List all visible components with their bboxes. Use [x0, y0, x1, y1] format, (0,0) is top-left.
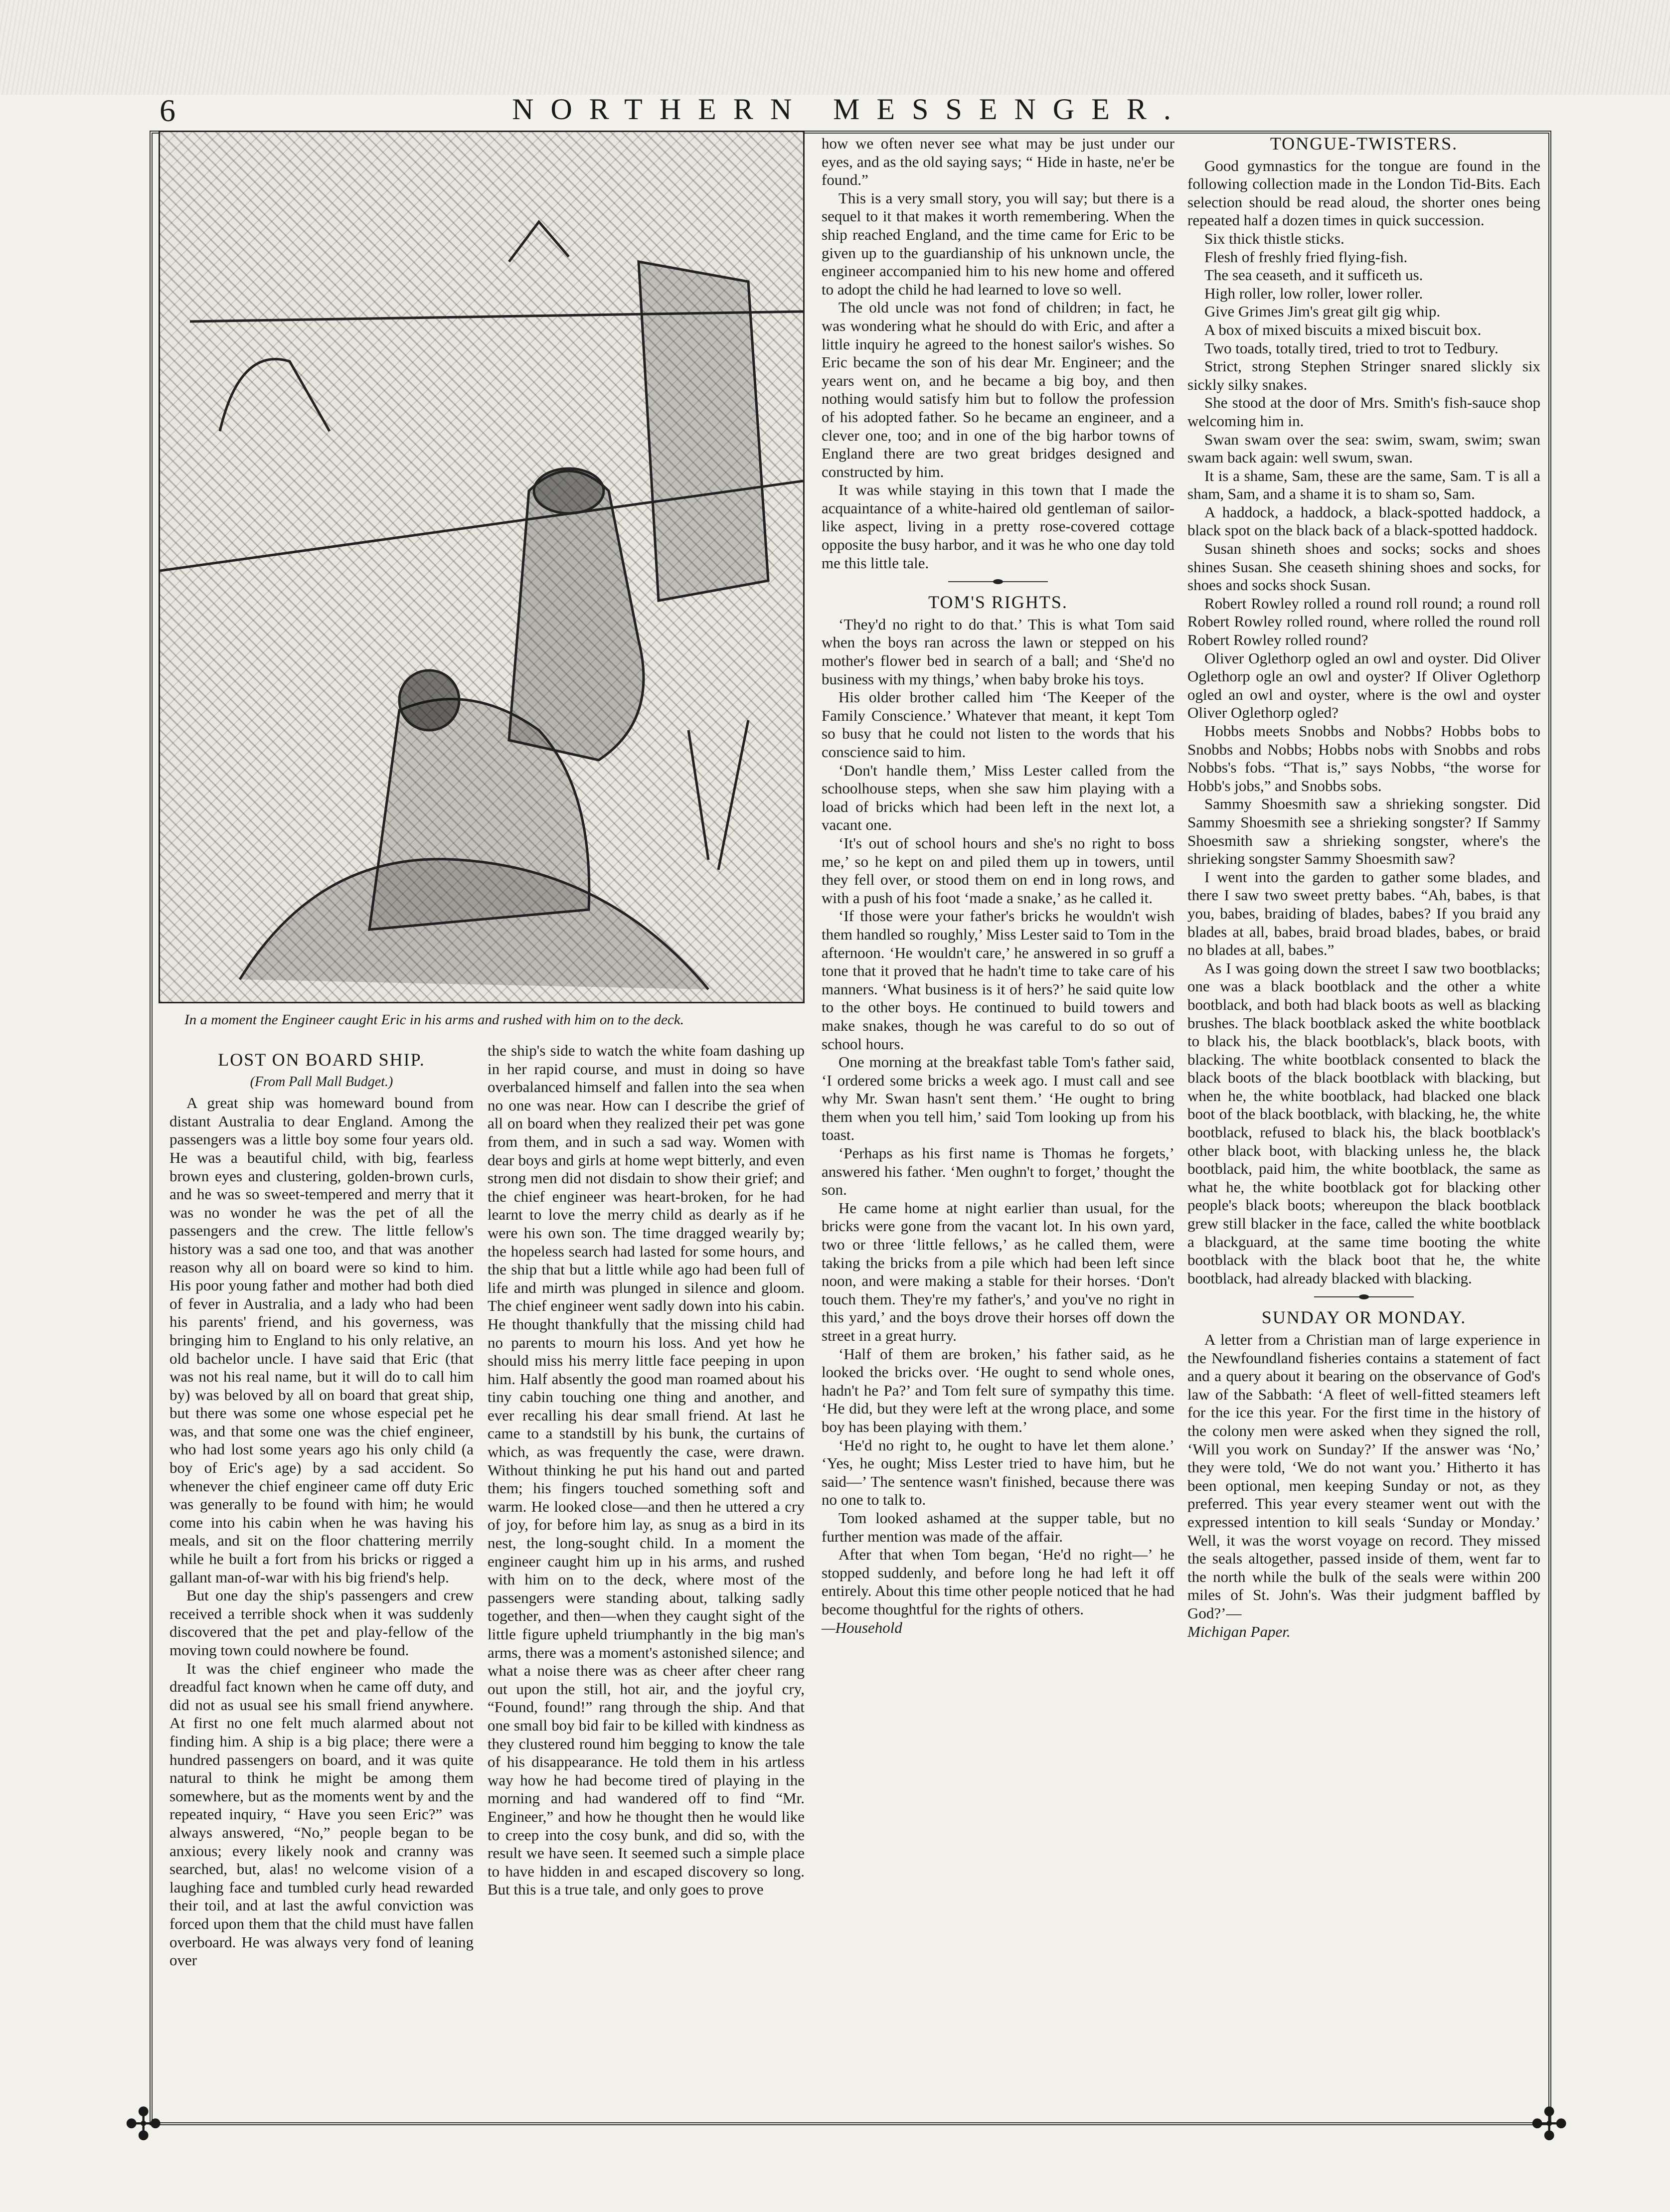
- paragraph: His older brother called him ‘The Keeper of the Family Conscience.’ Whatever that meant, it kept Tom so busy that he could not listen to the words that his conscience said to him.: [822, 688, 1174, 761]
- paragraph: But one day the ship's passengers and crew received a terrible shock when it was suddenly discovered that the pet and play-fellow of the moving town could nowhere be found.: [169, 1586, 474, 1659]
- article-title-toms-rights: TOM'S RIGHTS.: [928, 592, 1068, 613]
- article-title-sunday-or-monday: SUNDAY OR MONDAY.: [1261, 1307, 1467, 1328]
- tongue-twister: A box of mixed biscuits a mixed biscuit box.: [1204, 320, 1482, 338]
- tongue-twister: Oliver Oglethorp ogled an owl and oyster. Did Oliver Oglethorp ogle an owl and oyster? If Oliver Oglethorp ogled an owl and oyster, where is the owl and oyster Oliver Oglethorp ogled?: [1187, 649, 1540, 722]
- section-divider: [948, 579, 1048, 584]
- paragraph: He came home at night earlier than usual, for the bricks were gone from the vacant lot. In his own yard, two or three ‘little fellows,’ as he called them, were taking the bricks from a pile which had been left since noon, and were making a stable for their horses. ‘Don't touch them. They're my father's,’ and you've no right in this yard,’ and the boys drove their horses off down the street in a great hurry.: [822, 1199, 1174, 1344]
- engraving-sketch: [160, 132, 803, 1002]
- paragraph: A great ship was homeward bound from distant Australia to dear England. Among the passengers was a little boy some four years old. He was a beautiful child, with big, fearless brown eyes and clustering, golden-brown curls, and he was so sweet-tempered and merry that it was no wonder he was the pet of all the passengers and the crew. The little fellow's history was a sad one too, and that was another reason why all on board were so kind to him. His poor young father and mother had both died of fever in Australia, and a lady who had been his parents' friend, and his governess, was bringing him to England to his only relative, an old bachelor uncle. I have said that Eric (that was not his real name, but it will do to call him by) was beloved by all on board that great ship, but there was some one whose especial pet he was, and that some one was the chief engineer, who had lost some years ago his only child (a boy of Eric's age) by a sad accident. So whenever the chief engineer came off duty Eric was generally to be found with him; he would come into his cabin when he was having his meals, and sit on the floor chattering merrily while he built a fort from his bricks or rigged a gallant man-of-war with his big friend's help.: [169, 1094, 474, 1586]
- article-title-tongue-twisters: TONGUE-TWISTERS.: [1270, 134, 1458, 154]
- tongue-twister: Strict, strong Stephen Stringer snared slickly six sickly silky snakes.: [1187, 357, 1540, 393]
- engraving-illustration: [159, 131, 805, 1003]
- illustration-caption: In a moment the Engineer caught Eric in his arms and rushed with him on to the deck.: [184, 1012, 684, 1028]
- page-number: 6: [160, 93, 175, 128]
- paragraph: ‘Don't handle them,’ Miss Lester called from the schoolhouse steps, when she saw him playing with a load of bricks which had been left in the next lot, a vacant one.: [822, 761, 1174, 834]
- paragraph: ‘They'd no right to do that.’ This is what Tom said when the boys ran across the lawn or stepped on his mother's flower bed in search of a ball; and ‘She'd no business with my things,’ when baby broke his toys.: [822, 615, 1174, 688]
- paragraph: ‘He'd no right to, he ought to have let them alone.’ ‘Yes, he ought; Miss Lester tried to have him, but he said—’ The sentence wasn't finished, because there was no one to talk to.: [822, 1436, 1174, 1509]
- paragraph: the ship's side to watch the white foam dashing up in her rapid course, and must in doing so have overbalanced himself and fallen into the sea when no one was near. How can I describe the grief of all on board when they realized their pet was gone from them, and in such a sad way. Women with dear boys and girls at home wept bitterly, and even strong men did not disdain to show their grief; and the chief engineer was heart-broken, for he had learnt to love the merry child as dearly as if he were his own son. The time dragged wearily by; the hopeless search had lasted for some hours, and the ship that but a little while ago had been full of life and mirth was plunged in silence and gloom. The chief engineer went sadly down into his cabin. He thought thankfully that the missing child had no parents to mourn his loss. And yet how he should miss his merry little face peeping in upon him. Half absently the good man roamed about his tiny cabin touching one thing and another, and ever recalling his dear small friend. At last he came to a standstill by his bunk, the curtains of which, as was frequently the case, were drawn. Without thinking he put his hand out and parted them; his fingers touched something soft and warm. He looked close—and then he uttered a cry of joy, for before him lay, as snug as a bird in its nest, the long-sought child. In a moment the engineer caught him up in his arms, and rushed with him on to the deck, where most of the passengers were standing about, talking sadly together, and then—when they caught sight of the little figure upheld triumphantly in the big man's arms, there was a moment's astonished silence; and what a noise there was as cheer after cheer rang out upon the still, hot air, and the joyful cry, “Found, found!” rang through the ship. And that one small boy bid fair to be killed with kindness as they clustered round him begging to know the tale of his disappearance. He told them in his artless way how he had become tired of playing in the morning and had wandered off to find “Mr. Engineer,” and how he thought then he would like to creep into the cosy bunk, and did so, with the result we have seen. It seemed such a simple place to have hidden in and escaped discovery so long. But this is a true tale, and only goes to prove: [488, 1042, 805, 1898]
- column-3: [822, 135, 1174, 1637]
- tongue-twister: A haddock, a haddock, a black-spotted haddock, a black spot on the black back of a black-spotted haddock.: [1187, 503, 1540, 539]
- tongue-twister: Flesh of freshly fried flying-fish.: [1204, 248, 1408, 266]
- article-source: —Household: [822, 1618, 902, 1636]
- scan-noise-band: [0, 0, 1670, 95]
- tongue-twister: Swan swam over the sea: swim, swam, swim; swan swam back again: well swum, swan.: [1187, 430, 1540, 467]
- paragraph: It was the chief engineer who made the dreadful fact known when he came off duty, and did not as usual see his small friend anywhere. At first no one felt much alarmed about not finding him. A ship is a big place; there were a hundred passengers on board, and it was quite natural to think he might be among them somewhere, but as the moments went by and the repeated inquiry, “ Have you seen Eric?” was always answered, “No,” people began to be anxious; every likely nook and cranny was searched, but, alas! no welcome vision of a laughing face and tumbled curly head rewarded their toil, and at last the awful conviction was forced upon them that the child must have fallen overboard. He was always very fond of leaning over: [169, 1659, 474, 1969]
- paragraph: ‘Perhaps as his first name is Thomas he forgets,’ answered his father. ‘Men oughn't to forget,’ thought the son.: [822, 1144, 1174, 1199]
- paragraph: Tom looked ashamed at the supper table, but no further mention was made of the affair.: [822, 1509, 1174, 1545]
- corner-ornament-icon: ✣: [125, 2100, 163, 2150]
- section-divider: [1314, 1294, 1414, 1299]
- corner-ornament-icon: ✣: [1530, 2100, 1568, 2150]
- tongue-twister: I went into the garden to gather some blades, and there I saw two sweet pretty babes. “Ah, babes, is that you, babes, braiding of blades, babes? If you braid any blades at all, babes, braid broad blades, babes, or braid no blades at all, babes.”: [1187, 868, 1540, 959]
- column-1: [169, 1042, 474, 1970]
- tongue-twister: Susan shineth shoes and socks; socks and shoes shines Susan. She ceaseth shining shoes and socks, for shoes and socks shock Susan.: [1187, 540, 1540, 594]
- column-2: [488, 1042, 805, 1899]
- tongue-twister: Six thick thistle sticks.: [1204, 229, 1344, 247]
- paragraph: how we often never see what may be just under our eyes, and as the old saying says; “ Hide in haste, ne'er be found.”: [822, 135, 1174, 189]
- paragraph: It was while staying in this town that I made the acquaintance of a white-haired old gentleman of sailor-like aspect, living in a pretty rose-covered cottage opposite the busy harbor, and it was he who one day told me this little tale.: [822, 481, 1174, 572]
- tongue-twister: As I was going down the street I saw two bootblacks; one was a black bootblack and the other a white bootblack, and both had black boots as well as blacking brushes. The black bootblack asked the white bootblack to black his, the black bootblack's, black boots, with blacking. The white bootblack consented to black the black boots of the black bootblack with blacking, but when he, the white bootblack, had blacked one black boot of the black bootblack, with blacking, he, the white bootblack, refused to black his, the black bootblack's other black boot, with blacking unless he, the black bootblack, paid him, the white bootblack, the same as what he, the white bootblack got for blacking other people's black boots; whereupon the black bootblack grew still blacker in the face, called the white bootblack a blackguard, at the same time booting the white bootblack with the black boot that he, the white bootblack, had already blacked with blacking.: [1187, 959, 1540, 1287]
- page-header: [150, 92, 1550, 127]
- tongue-twister: It is a shame, Sam, these are the same, Sam. T is all a sham, Sam, and a shame it is to sham so, Sam.: [1187, 467, 1540, 503]
- tongue-twister: Robert Rowley rolled a round roll round; a round roll Robert Rowley rolled round, where rolled the round roll Robert Rowley rolled round?: [1187, 594, 1540, 649]
- paragraph: ‘It's out of school hours and she's no right to boss me,’ so he kept on and piled them up in towers, until they fell over, or stood them on end in long rows, and with a push of his foot ‘made a snake,’ as he called it.: [822, 834, 1174, 907]
- article-source: Michigan Paper.: [1187, 1622, 1291, 1640]
- paragraph: The old uncle was not fond of children; in fact, he was wondering what he should do with Eric, and after a little inquiry he agreed to the honest sailor's wishes. So Eric became the son of his dear Mr. Engineer; and the years went on, and he became a big boy, and then nothing would satisfy him but to follow the profession of his adopted father. So he became an engineer, and a clever one, too; and in one of the big harbor towns of England there are two great bridges designed and constructed by him.: [822, 299, 1174, 480]
- paragraph: This is a very small story, you will say; but there is a sequel to it that makes it worth remembering. When the ship reached England, and the time came for Eric to be given up to the guardianship of his unknown uncle, the engineer accompanied him to his new home and offered to adopt the child he had learned to love so well.: [822, 189, 1174, 298]
- article-title-lost-on-board-ship: LOST ON BOARD SHIP.: [218, 1050, 425, 1070]
- tongue-twister: She stood at the door of Mrs. Smith's fish-sauce shop welcoming him in.: [1187, 394, 1540, 430]
- paragraph: ‘If those were your father's bricks he wouldn't wish them handled so roughly,’ Miss Lester said to Tom in the afternoon. ‘He wouldn't care,’ he answered in so gruff a tone that it proved that he hadn't time to take care of his manners. ‘What business is it of hers?’ he said quite low to the other boys. He continued to build towers and make snakes, though he was careful to do so out of school hours.: [822, 907, 1174, 1053]
- tongue-twister: High roller, low roller, lower roller.: [1204, 284, 1423, 302]
- paragraph: One morning at the breakfast table Tom's father said, ‘I ordered some bricks a week ago. I must call and see why Mr. Swan hasn't sent them.’ ‘He ought to bring them when you tell him,’ said Tom looking up from his toast.: [822, 1053, 1174, 1144]
- paragraph: A letter from a Christian man of large experience in the Newfoundland fisheries contains a statement of fact and a query about it bearing on the observance of God's law of the Sabbath: ‘A fleet of well-fitted steamers left for the ice this year. For the first time in the history of the colony men were asked when they signed the roll, ‘Will you work on Sunday?’ If the answer was ‘No,’ they were told, ‘We do not want you.’ Hitherto it has been optional, men keeping Sunday or not, as they preferred. This year every steamer went out with the expressed intention to kill seals ‘Sunday or Monday.’ Well, it was the worst voyage on record. They missed the seals altogether, passed inside of them, went far to the north while the bulk of the seals were within 200 miles of St. John's. Was their judgment baffled by God?’—: [1187, 1331, 1540, 1622]
- paragraph: Good gymnastics for the tongue are found in the following collection made in the London Tid-Bits. Each selection should be read aloud, the shorter ones being repeated half a dozen times in quick succession.: [1187, 157, 1540, 229]
- tongue-twister: Two toads, totally tired, tried to trot to Tedbury.: [1204, 339, 1499, 357]
- tongue-twister: Hobbs meets Snobbs and Nobbs? Hobbs bobs to Snobbs and Nobbs; Hobbs nobs with Snobbs and robs Nobbs's fobs. “That is,” says Nobbs, “the worse for Hobb's jobs,” and Snobbs sobs.: [1187, 722, 1540, 794]
- article-source: (From Pall Mall Budget.): [250, 1074, 393, 1090]
- masthead-title: NORTHERN MESSENGER.: [512, 93, 1188, 126]
- tongue-twister: The sea ceaseth, and it sufficeth us.: [1204, 266, 1423, 284]
- tongue-twister: Sammy Shoesmith saw a shrieking songster. Did Sammy Shoesmith see a shrieking songster? If Sammy Shoesmith saw a shrieking songster, where's the shrieking songster Sammy Shoesmith saw?: [1187, 795, 1540, 868]
- paragraph: ‘Half of them are broken,’ his father said, as he looked the bricks over. ‘He ought to send whole ones, hadn't he Pa?’ and Tom felt sure of sympathy this time. ‘He did, but they were left at the wrong place, and some boy has been playing with them.’: [822, 1345, 1174, 1435]
- column-4: [1187, 135, 1540, 1641]
- paragraph: After that when Tom began, ‘He'd no right—’ he stopped suddenly, and before long he had left it off entirely. About this time other people noticed that he had become thoughtful for the rights of others.: [822, 1546, 1174, 1618]
- tongue-twister: Give Grimes Jim's great gilt gig whip.: [1204, 303, 1441, 320]
